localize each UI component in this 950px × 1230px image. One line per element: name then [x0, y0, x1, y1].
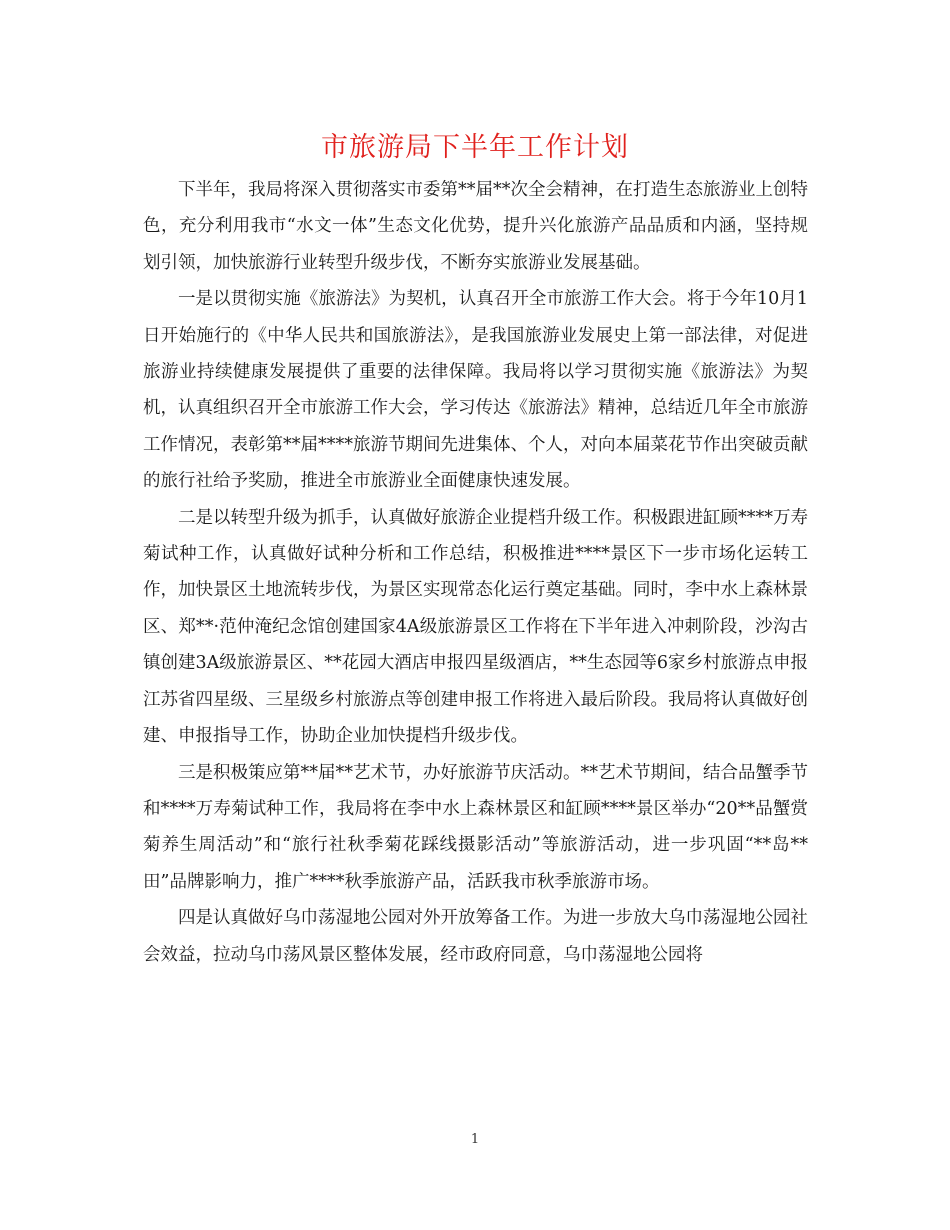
paragraph-4: 四是认真做好乌巾荡湿地公园对外开放筹备工作。为进一步放大乌巾荡湿地公园社会效益，拉动乌巾荡风景区整体发展，经市政府同意，乌巾荡湿地公园将	[143, 908, 808, 965]
document-body	[143, 172, 808, 973]
paragraph-1: 一是以贯彻实施《旅游法》为契机，认真召开全市旅游工作大会。将于今年10月1日开始施行的《中华人民共和国旅游法》，是我国旅游业发展史上第一部法律，对促进旅游业持续健康发展提供了重要的法律保障。我局将以学习贯彻实施《旅游法》为契机，认真组织召开全市旅游工作大会，学习传达《旅游法》精神，总结近几年全市旅游工作情况，表彰第**届****旅游节期间先进集体、个人，对向本届菜花节作出突破贡献的旅行社给予奖励，推进全市旅游业全面健康快速发展。	[143, 289, 808, 492]
paragraph-2: 二是以转型升级为抓手，认真做好旅游企业提档升级工作。积极跟进缸顾****万寿菊试种工作，认真做好试种分析和工作总结，积极推进****景区下一步市场化运转工作，加快景区土地流转步伐，为景区实现常态化运行奠定基础。同时，李中水上森林景区、郑**·范仲淹纪念馆创建国家4A级旅游景区工作将在下半年进入冲刺阶段，沙沟古镇创建3A级旅游景区、**花园大酒店申报四星级酒店，**生态园等6家乡村旅游点申报江苏省四星级、三星级乡村旅游点等创建申报工作将进入最后阶段。我局将认真做好创建、申报指导工作，协助企业加快提档升级步伐。	[143, 507, 808, 747]
page-number: 1	[470, 1132, 480, 1147]
document-title: 市旅游局下半年工作计划	[321, 132, 629, 163]
paragraph-3: 三是积极策应第**届**艺术节，办好旅游节庆活动。**艺术节期间，结合品蟹季节和****万寿菊试种工作，我局将在李中水上森林景区和缸顾****景区举办“20**品蟹赏菊养生周活动”和“旅行社秋季菊花踩线摄影活动”等旅游活动，进一步巩固“**岛**田”品牌影响力，推广****秋季旅游产品，活跃我市秋季旅游市场。	[143, 762, 808, 892]
paragraph-intro: 下半年，我局将深入贯彻落实市委第**届**次全会精神，在打造生态旅游业上创特色，充分利用我市“水文一体”生态文化优势，提升兴化旅游产品品质和内涵，坚持规划引领，加快旅游行业转型升级步伐，不断夯实旅游业发展基础。	[143, 180, 808, 273]
